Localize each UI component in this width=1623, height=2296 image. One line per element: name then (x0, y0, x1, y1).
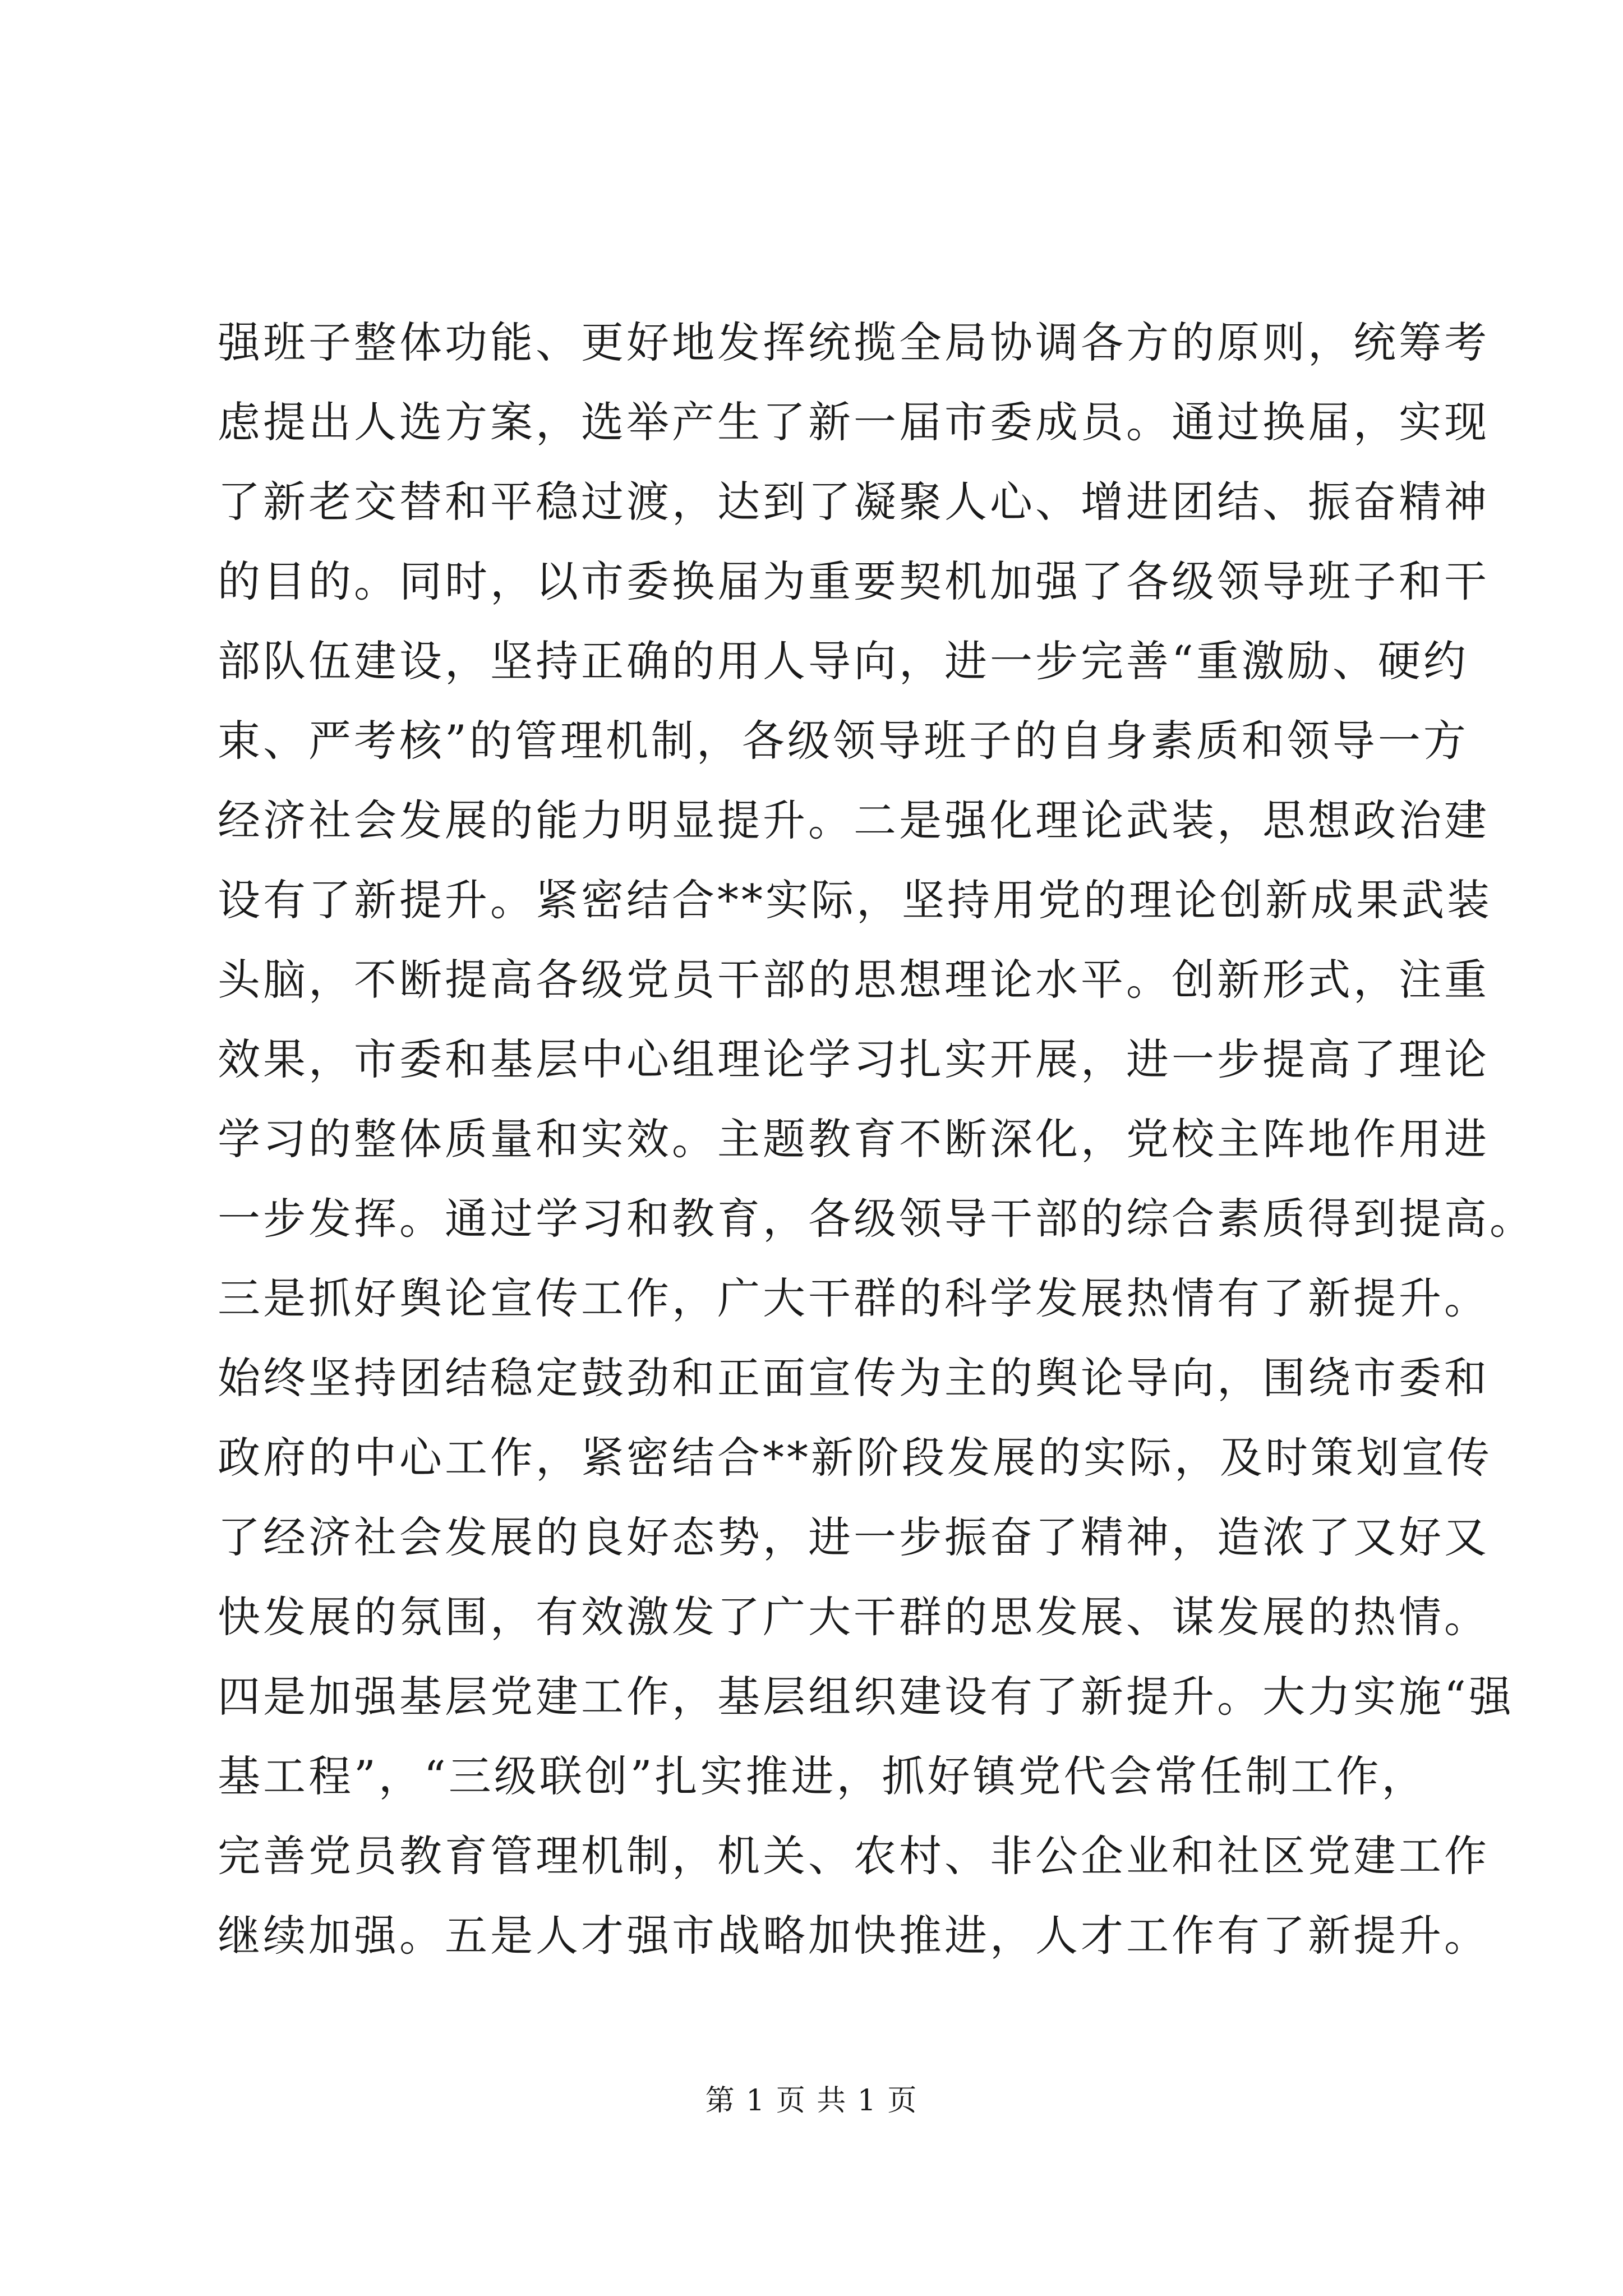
text-line: 效果，市委和基层中心组理论学习扎实开展，进一步提高了理论 (218, 1034, 1490, 1084)
text-line: 设有了新提升。紧密结合**实际，坚持用党的理论创新成果武装 (218, 875, 1492, 925)
text-line: 虑提出人选方案，选举产生了新一届市委成员。通过换届，实现 (218, 397, 1490, 447)
text-line: 的目的。同时，以市委换届为重要契机加强了各级领导班子和干 (218, 556, 1490, 606)
text-line: 经济社会发展的能力明显提升。二是强化理论武装，思想政治建 (218, 795, 1490, 845)
text-line: 政府的中心工作，紧密结合**新阶段发展的实际，及时策划宣传 (218, 1433, 1492, 1483)
text-line: 四是加强基层党建工作，基层组织建设有了新提升。大力实施“强 (218, 1672, 1514, 1722)
text-line: 部队伍建设，坚持正确的用人导向，进一步完善“重激励、硬约 (218, 636, 1469, 686)
text-line: 完善党员教育管理机制，机关、农村、非公企业和社区党建工作 (218, 1831, 1490, 1881)
text-line: 了新老交替和平稳过渡，达到了凝聚人心、增进团结、振奋精神 (218, 477, 1490, 527)
text-line: 三是抓好舆论宣传工作，广大干群的科学发展热情有了新提升。 (218, 1273, 1490, 1323)
text-line: 一步发挥。通过学习和教育，各级领导干部的综合素质得到提高。 (218, 1194, 1535, 1244)
text-line: 头脑，不断提高各级党员干部的思想理论水平。创新形式，注重 (218, 955, 1490, 1005)
text-line: 继续加强。五是人才强市战略加快推进，人才工作有了新提升。 (218, 1911, 1490, 1961)
text-line: 快发展的氛围，有效激发了广大干群的思发展、谋发展的热情。 (218, 1592, 1490, 1642)
text-line: 始终坚持团结稳定鼓劲和正面宣传为主的舆论导向，围绕市委和 (218, 1353, 1490, 1403)
text-line: 束、严考核”的管理机制，各级领导班子的自身素质和领导一方 (218, 716, 1469, 766)
text-line: 强班子整体功能、更好地发挥统揽全局协调各方的原则，统筹考 (218, 318, 1490, 367)
text-line: 基工程”，“三级联创”扎实推进，抓好镇党代会常任制工作， (218, 1751, 1427, 1801)
text-line: 学习的整体质量和实效。主题教育不断深化，党校主阵地作用进 (218, 1114, 1490, 1164)
text-line: 了经济社会发展的良好态势，进一步振奋了精神，造浓了又好又 (218, 1512, 1490, 1562)
body-text (218, 303, 1535, 1976)
page-footer: 第 1 页 共 1 页 (705, 2084, 918, 2118)
